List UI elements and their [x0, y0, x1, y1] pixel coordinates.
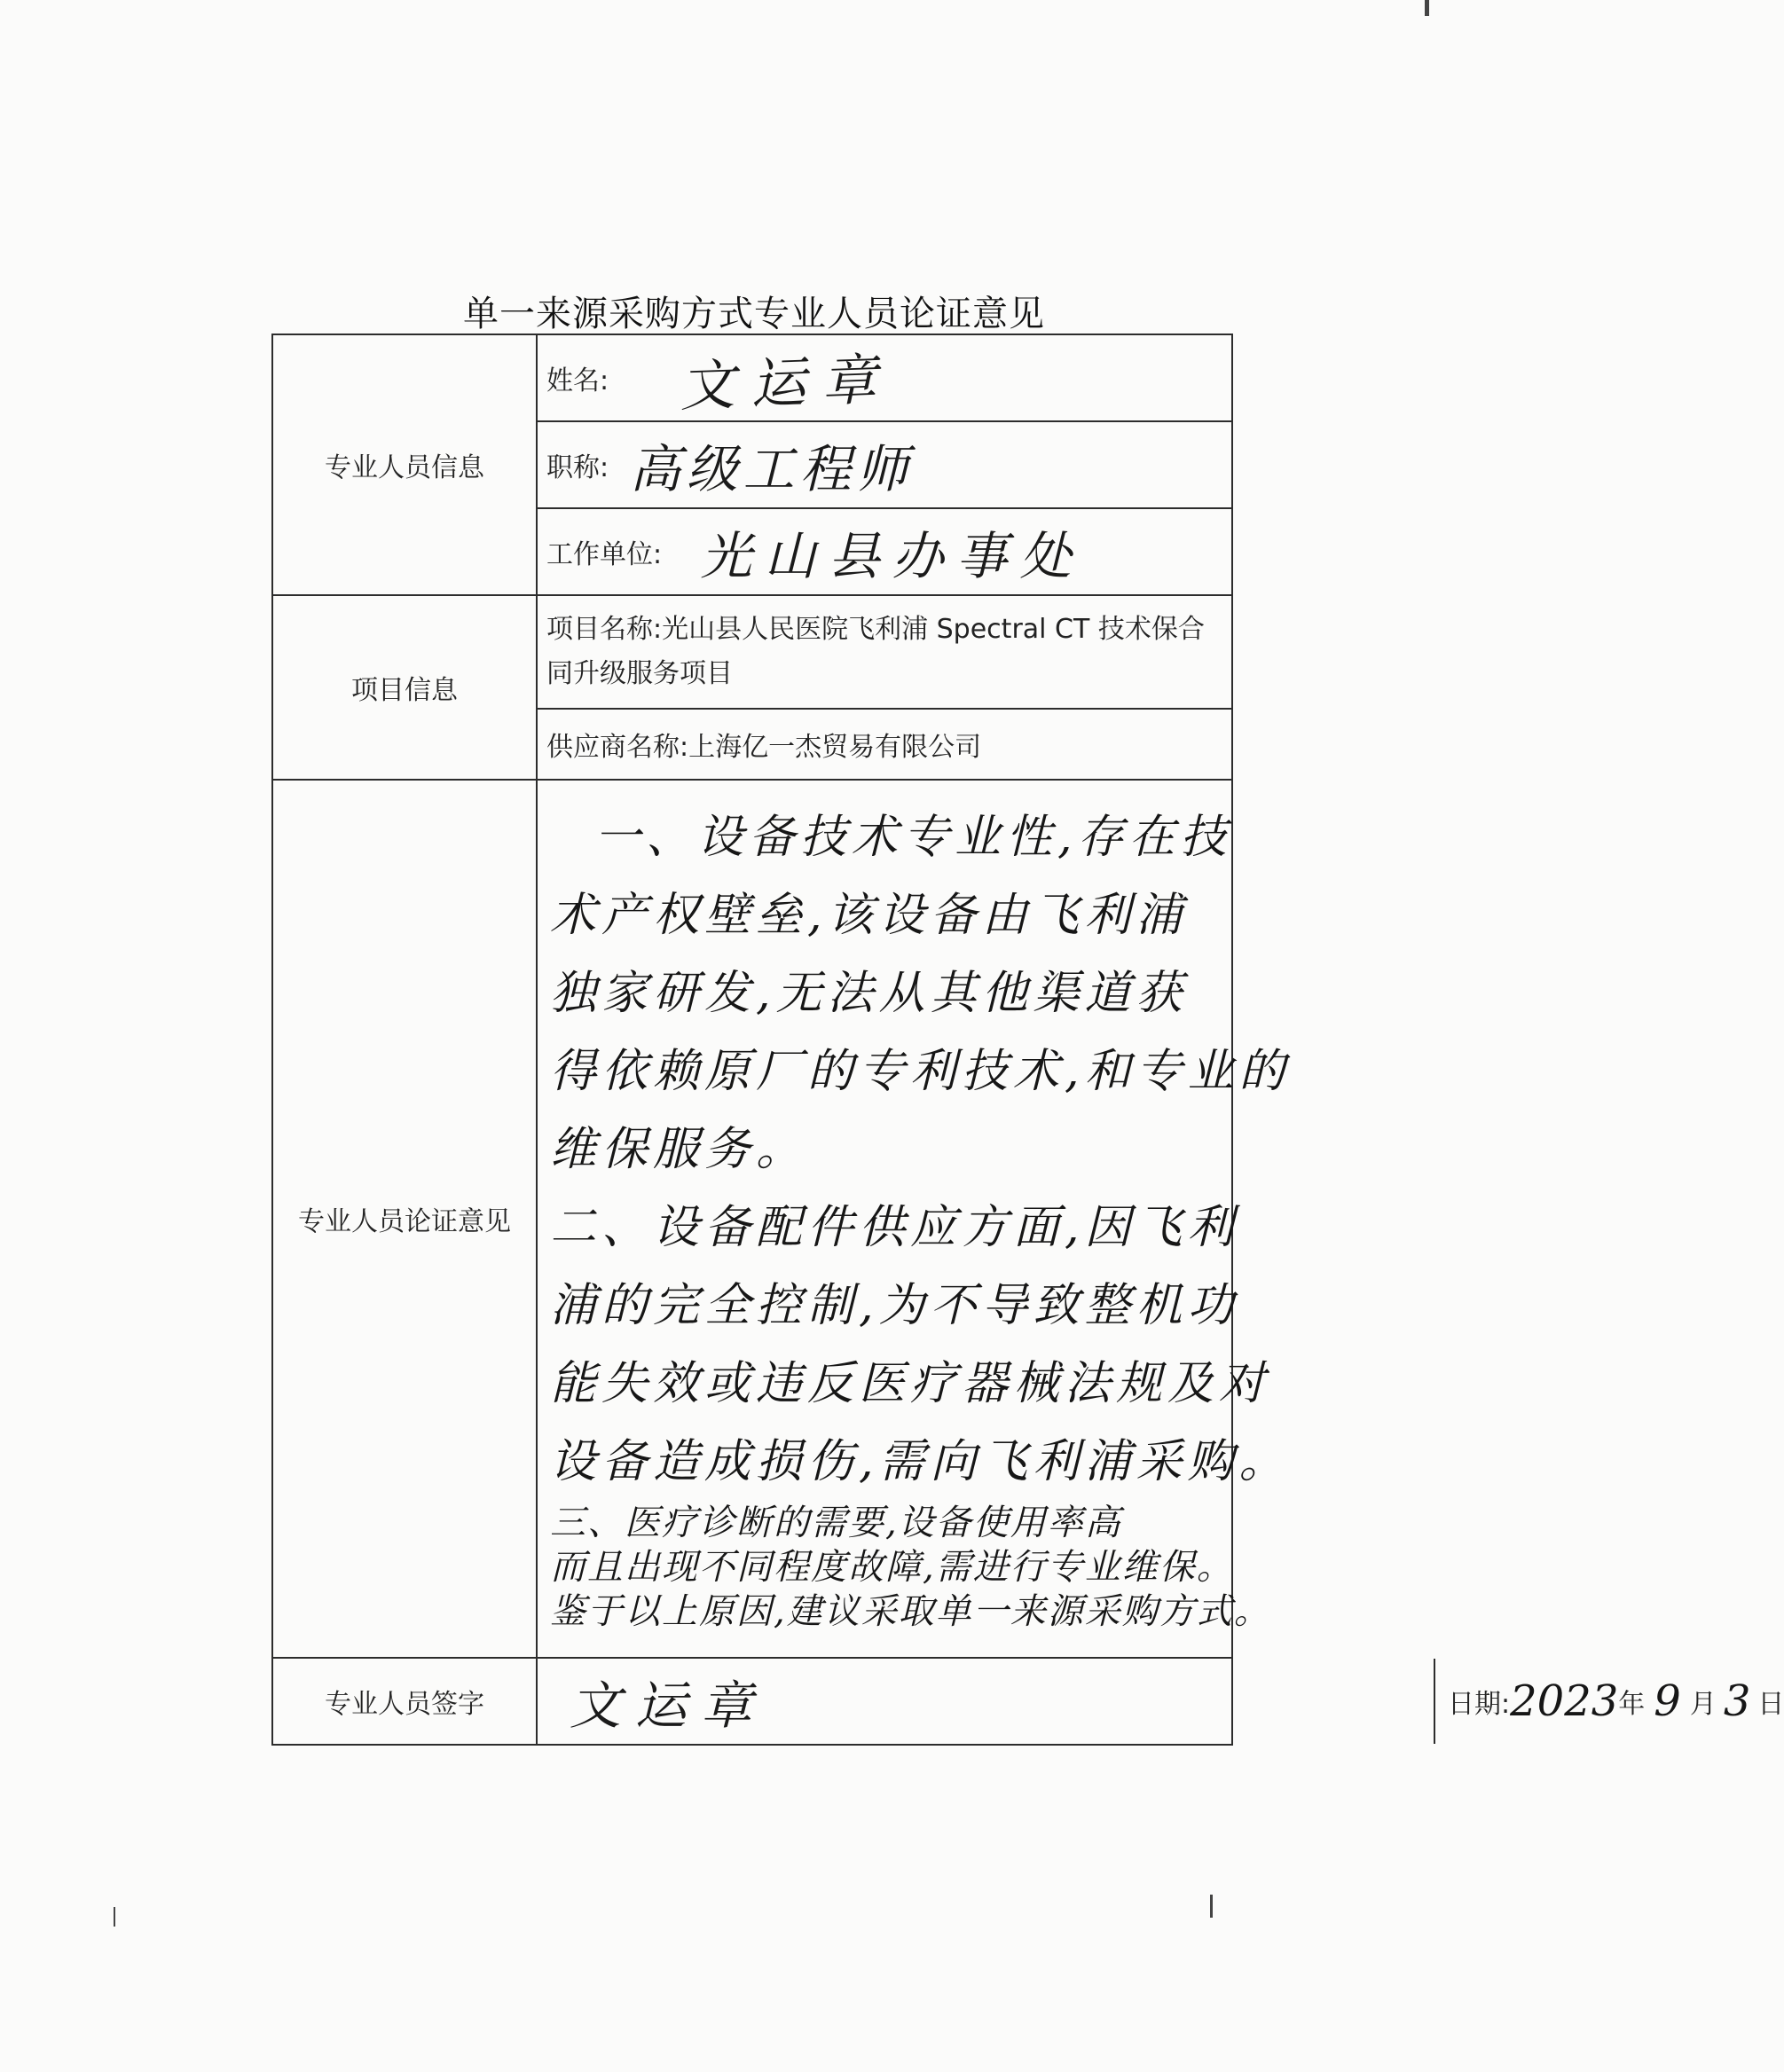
- opinion-line: 设备造成损伤,需向飞利浦采购。: [550, 1435, 1291, 1488]
- project-name-text: 项目名称:光山县人民医院飞利浦 Spectral CT 技术保合同升级服务项目: [537, 595, 1232, 709]
- title-handwritten-value: 高级工程师: [629, 439, 914, 499]
- date-year-suffix: 年: [1618, 1689, 1646, 1720]
- opinion-line: 浦的完全控制,为不导致整机功: [550, 1279, 1239, 1332]
- opinion-handwritten-text: [537, 780, 1291, 1658]
- opinion-line: 三、医疗诊断的需要,设备使用率高: [550, 1503, 1122, 1543]
- opinion-line: 术产权壁垒,该设备由飞利浦: [550, 889, 1188, 942]
- opinion-line: 独家研发,无法从其他渠道获: [550, 967, 1188, 1020]
- title-row: [537, 421, 1232, 508]
- opinion-section-label: 专业人员论证意见: [272, 780, 537, 1658]
- opinion-line: 一、设备技术专业性,存在技: [594, 811, 1232, 864]
- opinion-form-table: [271, 334, 1784, 1746]
- opinion-line: 能失效或违反医疗器械法规及对: [550, 1357, 1271, 1410]
- date-label: 日期:: [1448, 1689, 1511, 1720]
- supplier-name-text: 供应商名称:上海亿一杰贸易有限公司: [537, 709, 1232, 780]
- signature-handwritten: 文运章: [570, 1676, 767, 1736]
- unit-row: [537, 508, 1232, 595]
- name-label: 姓名:: [546, 365, 609, 396]
- title-label: 职称:: [546, 452, 609, 483]
- unit-label: 工作单位:: [546, 539, 663, 570]
- opinion-line: 维保服务。: [550, 1123, 808, 1176]
- name-row: [537, 334, 1232, 421]
- opinion-line: 而且出现不同程度故障,需进行专业维保。: [550, 1547, 1234, 1588]
- scan-mark-bottom-right: [1210, 1895, 1213, 1918]
- signature-row: [537, 1658, 1784, 1745]
- signature-section-label: 专业人员签字: [272, 1658, 537, 1745]
- project-info-section-label: 项目信息: [272, 595, 537, 780]
- opinion-line: 二、设备配件供应方面,因飞利: [550, 1201, 1239, 1254]
- expert-info-section-label: 专业人员信息: [272, 334, 537, 595]
- document-title: 单一来源采购方式专业人员论证意见: [463, 294, 1045, 334]
- date-field: [1435, 1659, 1784, 1744]
- date-month-suffix: 月: [1689, 1689, 1717, 1720]
- unit-handwritten-value: 光山县办事处: [700, 526, 1084, 586]
- scan-mark-top-right: [1425, 0, 1429, 16]
- scan-mark-bottom-left: [114, 1907, 115, 1927]
- date-day-suffix: 日: [1757, 1689, 1784, 1720]
- opinion-line: 得依赖原厂的专利技术,和专业的: [550, 1045, 1291, 1098]
- date-year-handwritten: 2023: [1510, 1676, 1619, 1726]
- date-month-handwritten: 9: [1654, 1676, 1681, 1726]
- opinion-line: 鉴于以上原因,建议采取单一来源采购方式。: [550, 1591, 1271, 1632]
- date-day-handwritten: 3: [1723, 1676, 1751, 1726]
- name-handwritten-value: 文运章: [678, 346, 894, 419]
